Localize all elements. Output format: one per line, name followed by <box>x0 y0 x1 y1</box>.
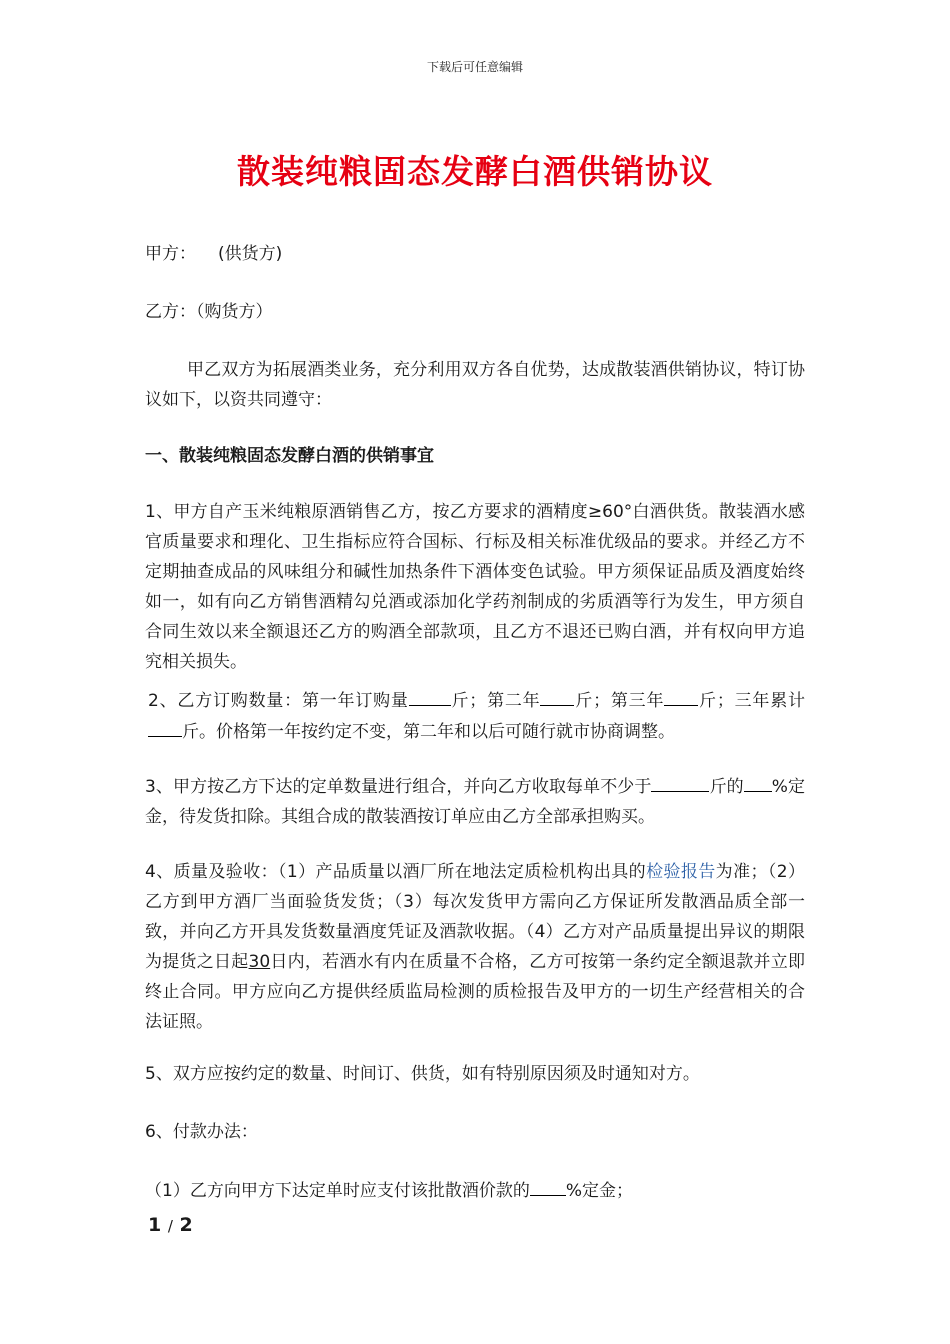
section-1-heading: 一、散装纯粮固态发酵白酒的供销事宜 <box>145 446 434 466</box>
clause-4: 4、质量及验收：（1）产品质量以酒厂所在地法定质检机构出具的检验报告为准；（2）乙方到甲方酒厂当面验货发货；（3）每次发货甲方需向乙方保证所发散酒品质全部一致，并向乙方开具发货数量酒度凭证及酒款收据。（4）乙方对产品质量提出异议的期限为提货之日起30日内，若酒水有内在质量不合格，乙方可按第一条约定全额退款并立即终止合同。甲方应向乙方提供经质监局检测的质检报告及甲方的一切生产经营相关的合法证照。 <box>145 862 806 1032</box>
header-note: 下载后可任意编辑 <box>426 60 523 74</box>
document-title: 散装纯粮固态发酵白酒供销协议 <box>237 152 713 191</box>
page-number: 1 / 2 <box>148 1214 193 1236</box>
blank-total-quantity <box>148 716 182 737</box>
objection-days: 30 <box>248 952 271 972</box>
party-a-role: (供货方) <box>218 244 283 264</box>
party-b: 乙方：（购货方） <box>145 302 273 322</box>
clause-6-1: （1）乙方向甲方下达定单时应支付该批散酒价款的 %定金； <box>145 1175 805 1206</box>
clause-6: 6、付款办法： <box>145 1122 258 1142</box>
inspection-report-link[interactable]: 检验报告 <box>646 862 716 882</box>
blank-year3-quantity <box>664 685 698 706</box>
blank-deposit-percent <box>744 771 772 792</box>
intro-paragraph: 甲乙双方为拓展酒类业务，充分利用双方各自优势，达成散装酒供销协议，特订协议如下，以资共同遵守： <box>145 360 805 410</box>
party-a-label: 甲方： <box>145 244 196 264</box>
blank-year1-quantity <box>409 685 451 706</box>
clause-3: 3、甲方按乙方下达的定单数量进行组合，并向乙方收取每单不少于 斤的 %定金，待发货扣除。其组合成的散装酒按订单应由乙方全部承担购买。 <box>145 771 805 832</box>
clause-2: 2、乙方订购数量：第一年订购量 斤；第二年 斤；第三年 斤；三年累计斤。价格第一年按约定不变，第二年和以后可随行就市协商调整。 <box>148 685 805 747</box>
blank-year2-quantity <box>540 685 574 706</box>
party-a <box>145 239 805 269</box>
clause-5: 5、双方应按约定的数量、时间订、供货，如有特别原因须及时通知对方。 <box>145 1064 700 1084</box>
blank-payment-percent <box>530 1175 566 1196</box>
clause-1: 1、甲方自产玉米纯粮原酒销售乙方，按乙方要求的酒精度≥60°白酒供货。散装酒水感官质量要求和理化、卫生指标应符合国标、行标及相关标准优级品的要求。并经乙方不定期抽查成品的风味组分和碱性加热条件下酒体变色试验。甲方须保证品质及酒度始终如一，如有向乙方销售酒精勾兑酒或添加化学药剂制成的劣质酒等行为发生，甲方须自合同生效以来全额退还乙方的购酒全部款项，且乙方不退还已购白酒，并有权向甲方追究相关损失。 <box>145 502 805 672</box>
blank-min-order <box>651 771 709 792</box>
